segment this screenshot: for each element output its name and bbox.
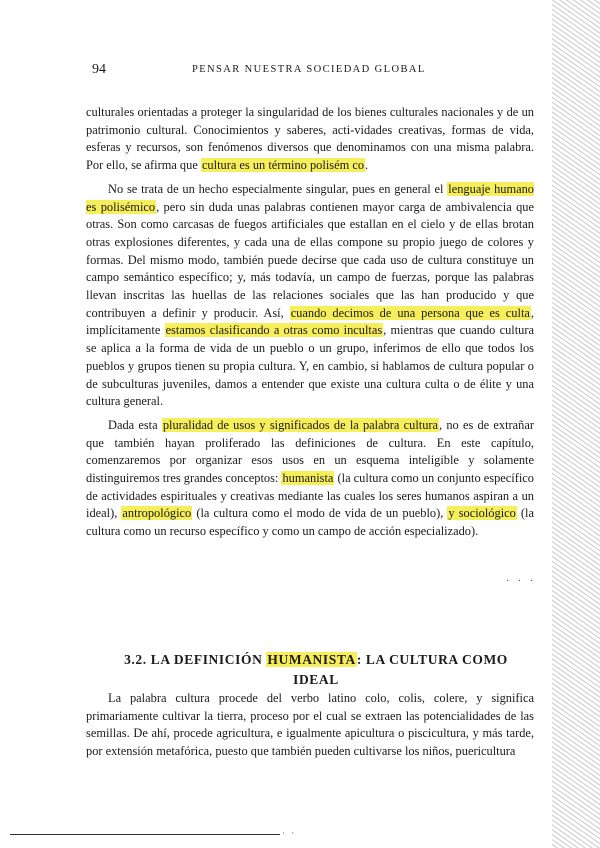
scan-edge-noise (552, 0, 600, 848)
highlight-humanista: humanista (282, 471, 334, 486)
section-heading (106, 650, 526, 690)
section-title-a: LA DEFINICIÓN (150, 652, 263, 667)
footer-rule (10, 834, 280, 835)
paragraph-2 (86, 181, 534, 411)
running-title: PENSAR NUESTRA SOCIEDAD GLOBAL (192, 64, 426, 75)
section-title-c: IDEAL (293, 672, 339, 687)
paragraph-3-text-e: (la cultura como un recurso específico y como un campo de acción especializado). (86, 506, 534, 539)
section-title-b: : LA CULTURA COMO (356, 652, 508, 667)
section-number: 3.2. (124, 652, 147, 667)
paragraph-3-text-d: (la cultura como el modo de vida de un pueblo), (192, 506, 448, 521)
paragraph-1 (86, 104, 534, 175)
paragraph-3-text-c: (la cultura como un conjunto específico de actividades espirituales y creativas mediante las cuales los seres humanos aspiran a un ideal), (86, 471, 534, 521)
highlight-cultured-person: cuando decimos de una persona que es culta (290, 305, 530, 320)
highlight-human-language: lenguaje humano es polisémico (86, 181, 534, 214)
highlight-antropologico: antropológico (122, 506, 192, 521)
paragraph-2-text-a: No se trata de un hecho especialmente singular, pues en general el (108, 181, 448, 196)
paragraph-1-text-b: . (365, 158, 369, 173)
bottom-dots: · · (282, 828, 297, 838)
highlight-plurality: pluralidad de usos y significados de la palabra cultura (162, 417, 439, 432)
highlight-section-humanista: HUMANISTA (267, 652, 356, 667)
section-paragraph-1: La palabra cultura procede del verbo latino colo, colis, colere, y significa primariamente cultivar la tierra, proceso por el cual se extraen las potencialidades de las semillas. De ahí, procede agricultura, e igualmente apicultura o piscicultura, y más tarde, por extensión metafórica, puesto que también pueden cultivarse los niños, puericultura (86, 691, 534, 759)
section-body (86, 690, 534, 767)
paragraph-2-text-d: , mientras que cuando cultura se aplica a la forma de vida de un pueblo o un grupo, inferimos de ello que todos los pueblos y grupos tienen su propia cultura. Y, en cambio, si hablamos de cultura popular o de subculturas juveniles, damos a entender que existe una cultura culta o de élite y una cultura general. (86, 323, 534, 409)
highlight-sociologico: y sociológico (448, 506, 516, 521)
paragraph-3-text-b: , no es de extrañar que también hayan proliferado las definiciones de cultura. En este capítulo, comenzaremos por organizar esos usos en un esquema inteligible y solamente distinguiremos tres grandes conceptos: (86, 417, 534, 486)
paragraph-3 (86, 417, 534, 541)
paragraph-2-text-b: , pero sin duda unas palabras contienen mayor carga de ambivalencia que otras. Son como carcasas de fuegos artificiales que estallan en el cielo y de ellas brotan otras explosiones diferentes, y cada una de ellas compone su propio juego de colores y formas. Del mismo modo, también puede decirse que cada uso de cultura constituye un campo semántico específico; y, más todavía, un campo de fuerzas, porque las palabras llevan inscritas las huellas de las relaciones sociales que las han producido y que contribuyen a definir y producir. Así, (86, 199, 534, 320)
page-number: 94 (92, 62, 106, 77)
paragraph-2-text-c: , implícitamente (86, 305, 534, 338)
paragraph-3-text-a: Dada esta (108, 417, 162, 432)
page-header (92, 62, 532, 82)
highlight-polysemy-term: cultura es un término polisém co (201, 158, 365, 173)
margin-mark: · · · (506, 576, 536, 587)
body-text (86, 104, 534, 547)
highlight-uncultured: estamos clasificando a otras como incultas (165, 323, 383, 338)
paragraph-1-text-a: culturales orientadas a proteger la singularidad de los bienes culturales nacionales y de un patrimonio cultural. Conocimientos y saberes, acti-vidades creativas, formas de vida, esferas y recursos, son fenómenos diversos que denominamos con una misma palabra. Por ello, se afirma que (86, 105, 534, 173)
